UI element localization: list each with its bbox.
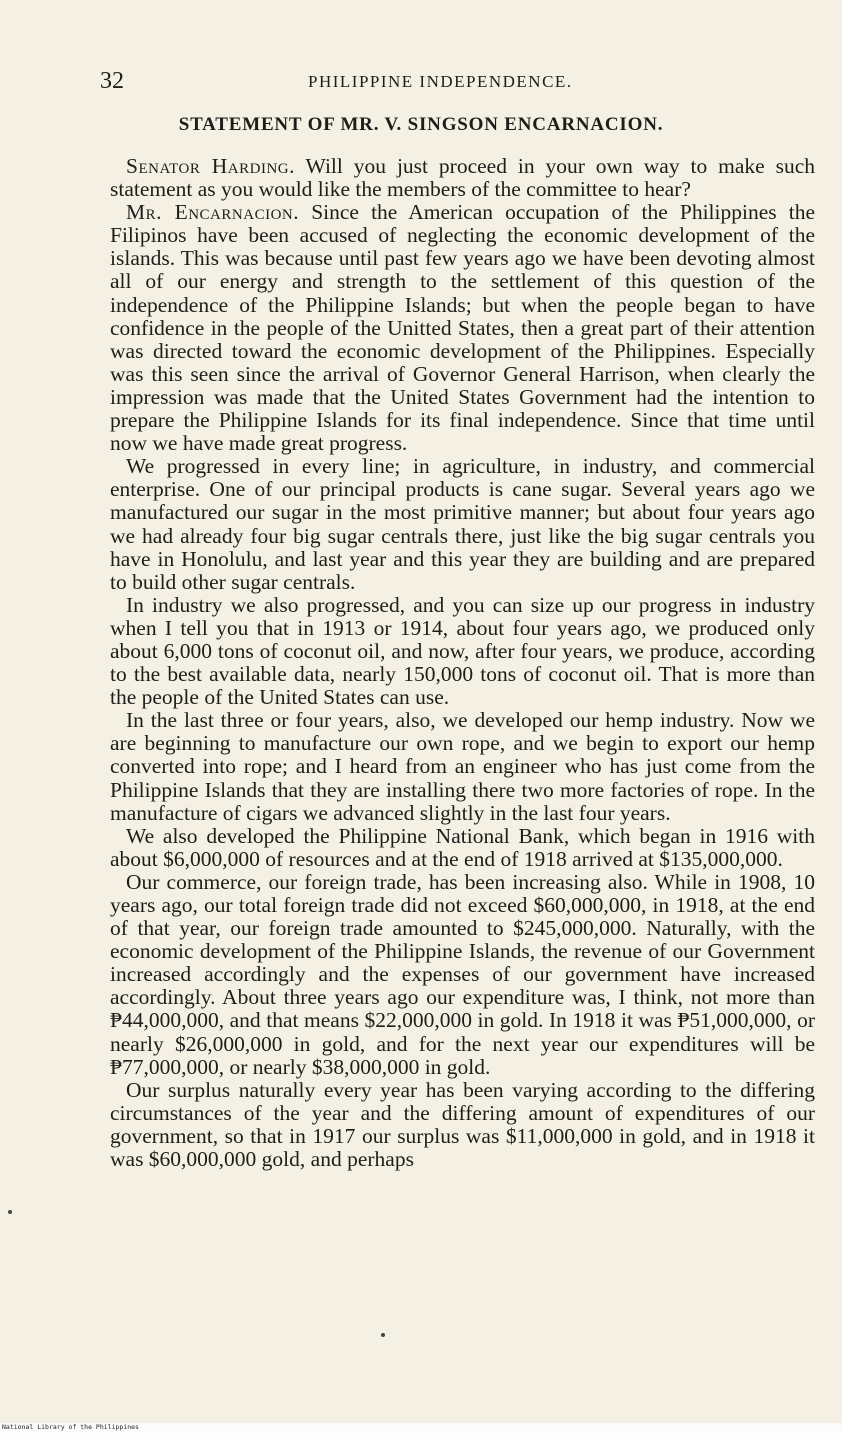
scan-footer xyxy=(0,1423,842,1433)
speaker-name: Mr. Encarnacion. xyxy=(126,200,300,225)
page-number: 32 xyxy=(100,68,124,94)
paragraph xyxy=(110,155,815,201)
paragraph-text: In the last three or four years, also, we developed our hemp industry. Now we are beginning to manufacture our own rope, and we begin to export our hemp converted into rope; and I heard from an engineer who has just come from the Philippine Islands that they are installing there two more factories of rope. In the manufacture of cigars we advanced slightly in the last four years. xyxy=(110,708,815,825)
paragraph xyxy=(110,709,815,824)
paragraph xyxy=(110,455,815,594)
paragraph xyxy=(110,594,815,709)
speaker-name: Senator Harding. xyxy=(126,154,295,178)
margin-speck xyxy=(381,1333,385,1337)
paragraph-text: Since the American occupation of the Philippines the Filipinos have been accused of neglecting the economic development of the islands. This was because until past few years ago we have been devoting almost all of our energy and strength to the settlement of this question of the independence of the Philippine Islands; but when the people began to have confidence in the people of the Unitted States, then a great part of their attention was directed toward the economic development of the Philippines. Especially was this seen since the arrival of Governor General Harrison, when clearly the impression was made that the United States Government had the intention to prepare the Philippine Islands for its final independence. Since that time until now we have made great progress. xyxy=(110,200,815,456)
section-title: STATEMENT OF MR. V. SINGSON ENCARNACION. xyxy=(178,114,664,135)
body-text xyxy=(110,155,815,1171)
paragraph-text: Our surplus naturally every year has been varying according to the differing circumstances of the year and the differing amount of expenditures of our government, so that in 1917 our surplus was $11,000,000 in gold, and in 1918 it was $60,000,000 gold, and perhaps xyxy=(110,1077,815,1172)
paragraph xyxy=(110,201,815,455)
paragraph-text: We also developed the Philippine National Bank, which began in 1916 with about $6,000,000 of resources and at the end of 1918 arrived at $135,000,000. xyxy=(110,823,815,871)
paragraph xyxy=(110,1079,815,1171)
library-credit: National Library of the Philippines xyxy=(2,1423,139,1431)
paragraph-text: Our commerce, our foreign trade, has been increasing also. While in 1908, 10 years ago, our total foreign trade did not exceed $60,000,000, in 1918, at the end of that year, our foreign trade amounted to $245,000,000. Naturally, with the economic development of the Philippine Islands, the revenue of our Government increased accordingly and the expenses of our government have increased accordingly. About three years ago our expenditure was, I think, not more than ₱44,000,000, and that means $22,000,000 in gold. In 1918 it was ₱51,000,000, or nearly $26,000,000 in gold, and for the next year our expenditures will be ₱77,000,000, or nearly $38,000,000 in gold. xyxy=(110,869,815,1079)
paragraph-text: In industry we also progressed, and you can size up our progress in industry when I tell you that in 1913 or 1914, about four years ago, we produced only about 6,000 tons of coconut oil, and now, after four years, we produce, according to the best available data, nearly 150,000 tons of coconut oil. That is more than the people of the United States can use. xyxy=(110,592,815,710)
paragraph xyxy=(110,825,815,871)
page-header xyxy=(100,68,720,98)
paragraph-text: We progressed in every line; in agriculture, in industry, and commercial enterprise. One of our principal products is cane sugar. Several years ago we manufactured our sugar in the most primitive manner; but about four years ago we had already four big sugar centrals there, just like the big sugar centrals you have in Honolulu, and last year and this year they are building and are prepared to build other sugar centrals. xyxy=(110,454,815,594)
paragraph xyxy=(110,871,815,1079)
margin-speck xyxy=(8,1210,12,1214)
running-title: PHILIPPINE INDEPENDENCE. xyxy=(308,72,573,91)
paragraph-text: Will you just proceed in your own way to make such statement as you would like the members of the committee to hear? xyxy=(110,154,815,202)
